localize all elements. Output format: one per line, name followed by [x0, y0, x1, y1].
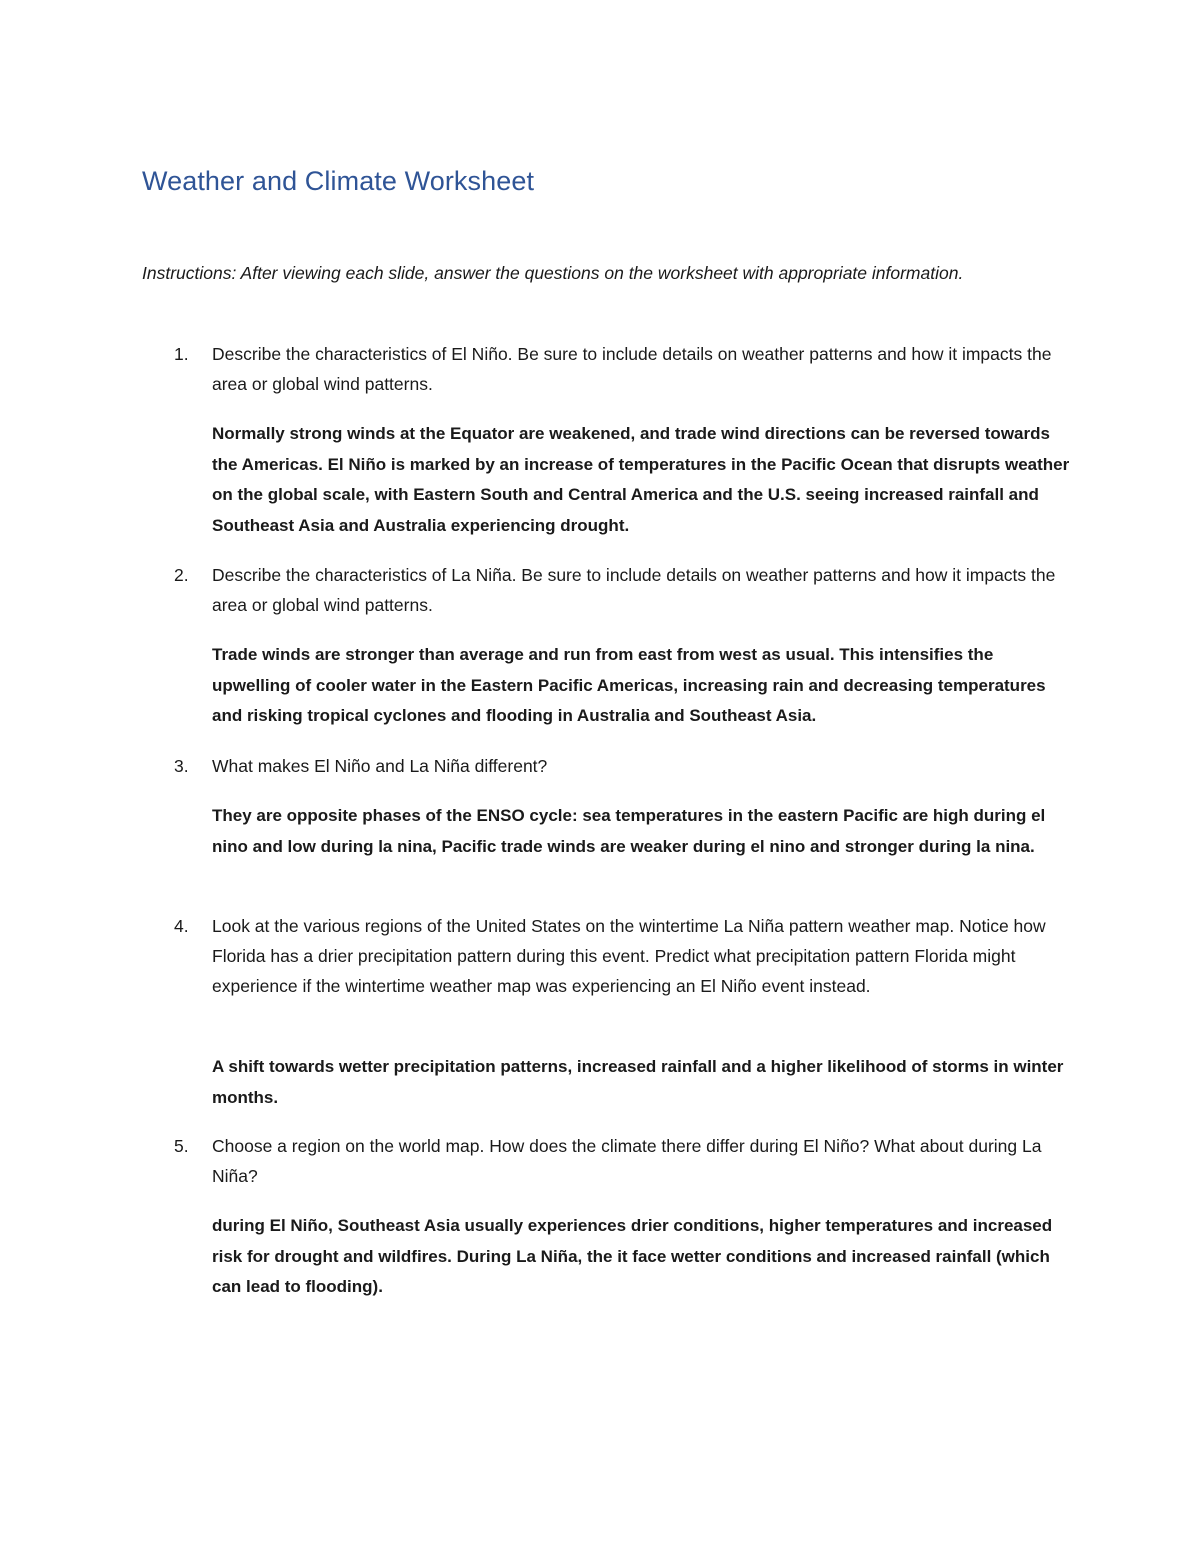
- question-number: 4.: [174, 916, 189, 936]
- question-text: What makes El Niño and La Niña different?: [212, 756, 548, 776]
- question-number: 2.: [174, 565, 189, 585]
- answer-5: during El Niño, Southeast Asia usually experiences drier conditions, higher temperatures and increased risk for drought and wildfires. During La Niña, the it face wetter conditions and increased rainfall (which can lead to flooding).: [212, 1216, 1053, 1296]
- answer-2: Trade winds are stronger than average and run from east from west as usual. This intensifies the upwelling of cooler water in the Eastern Pacific Americas, increasing rain and decreasing temperatures and risking tropical cyclones and flooding in Australia and Southeast Asia.: [212, 645, 1046, 725]
- instructions-text: Instructions: After viewing each slide, answer the questions on the worksheet with appropriate information.: [142, 263, 964, 283]
- question-text: Describe the characteristics of El Niño. Be sure to include details on weather patterns and how it impacts the area or global wind patterns.: [212, 344, 1052, 394]
- question-text: Describe the characteristics of La Niña. Be sure to include details on weather patterns and how it impacts the area or global wind patterns.: [212, 565, 1056, 615]
- question-number: 5.: [174, 1136, 189, 1156]
- answer-1: Normally strong winds at the Equator are weakened, and trade wind directions can be reversed towards the Americas. El Niño is marked by an increase of temperatures in the Pacific Ocean that disrupts weather on the global scale, with Eastern South and Central America and the U.S. seeing increased rainfall and Southeast Asia and Australia experiencing drought.: [212, 424, 1070, 535]
- answer-4: A shift towards wetter precipitation patterns, increased rainfall and a higher likelihood of storms in winter months.: [212, 1057, 1064, 1107]
- page-title: Weather and Climate Worksheet: [142, 166, 535, 196]
- question-number: 1.: [174, 344, 189, 364]
- question-text: Choose a region on the world map. How does the climate there differ during El Niño? What about during La Niña?: [212, 1136, 1042, 1186]
- answer-3: They are opposite phases of the ENSO cycle: sea temperatures in the eastern Pacific are high during el nino and low during la nina, Pacific trade winds are weaker during el nino and stronger during la nina.: [212, 806, 1046, 856]
- question-number: 3.: [174, 756, 189, 776]
- question-text: Look at the various regions of the United States on the wintertime La Niña pattern weather map. Notice how Florida has a drier precipitation pattern during this event. Predict what precipitation pattern Florida might experience if the wintertime weather map was experiencing an El Niño event instead.: [212, 916, 1046, 996]
